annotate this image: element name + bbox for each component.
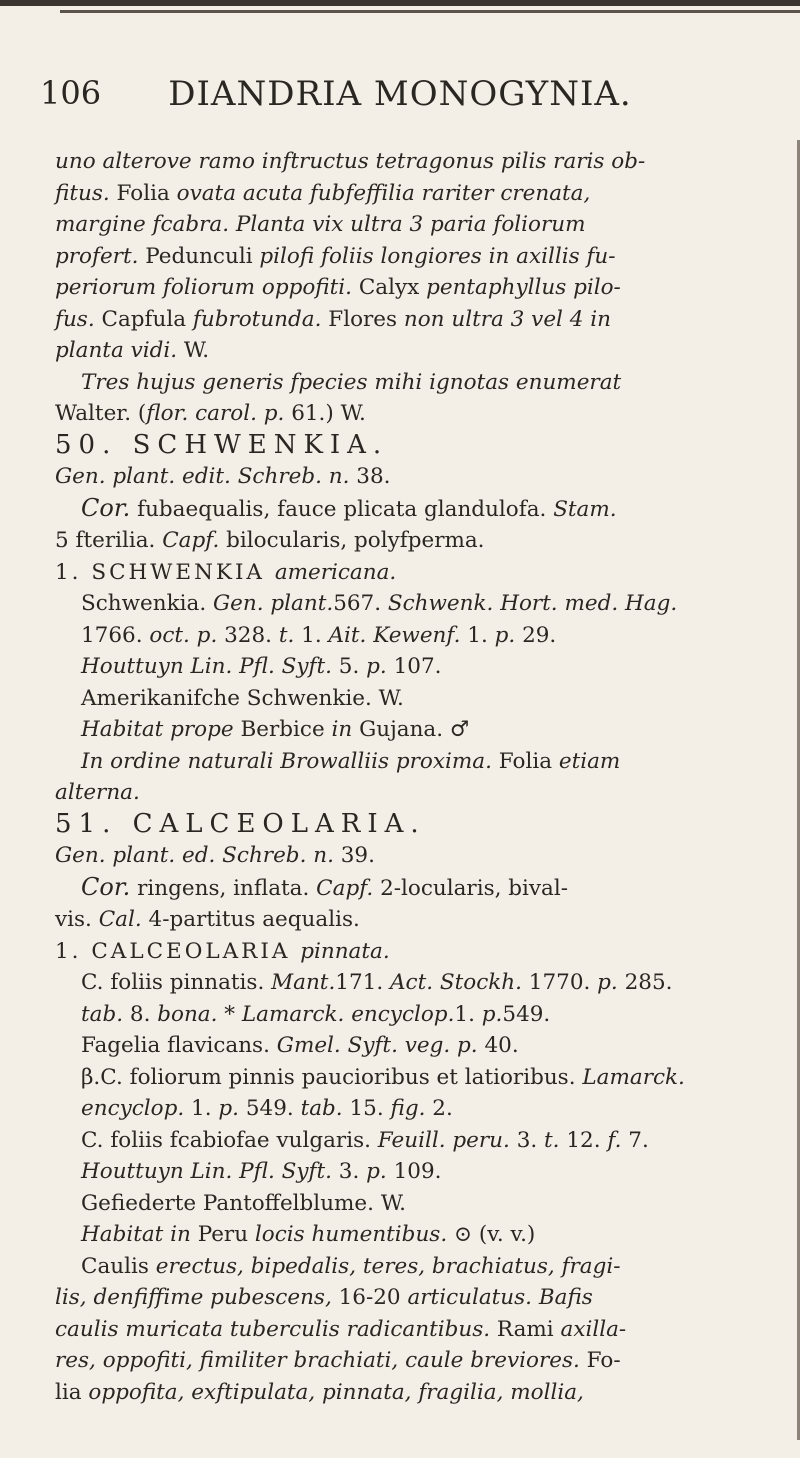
species-heading: 1. SCHWENKIA americana. bbox=[55, 559, 397, 585]
character-line: Cor. ringens, inflata. Capf. 2-locularis, bival- bbox=[81, 872, 569, 901]
top-rule bbox=[60, 10, 800, 13]
description-line: lia oppofita, exftipulata, pinnata, fragilia, mollia, bbox=[55, 1379, 584, 1405]
synonym-line: Gefiederte Pantoffelblume. W. bbox=[81, 1190, 406, 1216]
synonym-line: Amerikanifche Schwenkie. W. bbox=[81, 685, 404, 711]
note-line: alterna. bbox=[55, 780, 140, 805]
text-line: fitus. Folia ovata acuta fubfeffilia rariter crenata, bbox=[55, 180, 591, 206]
synonym-line: Schwenkia. Gen. plant.567. Schwenk. Hort. med. Hag. bbox=[81, 591, 678, 616]
synonym-line: C. foliis fcabiofae vulgaris. Feuill. peru. 3. t. 12. f. 7. bbox=[81, 1127, 649, 1153]
description-line: caulis muricata tuberculis radicantibus. Rami axilla- bbox=[55, 1316, 627, 1342]
synonym-line: tab. 8. bona. * Lamarck. encyclop.1. p.549. bbox=[81, 1001, 551, 1027]
synonym-line: C. foliis pinnatis. Mant.171. Act. Stockh. 1770. p. 285. bbox=[81, 970, 673, 995]
text-line: periorum foliorum oppofiti. Calyx pentaphyllus pilo- bbox=[55, 275, 621, 300]
text-line: Walter. (flor. carol. p. 61.) W. bbox=[55, 401, 366, 426]
text-line: fus. Capfula fubrotunda. Flores non ultra 3 vel 4 in bbox=[55, 306, 611, 332]
synonym-line: Fagelia flavicans. Gmel. Syft. veg. p. 40. bbox=[81, 1033, 519, 1058]
page-body bbox=[55, 146, 773, 1408]
synonym-line: Houttuyn Lin. Pfl. Syft. 3. p. 109. bbox=[81, 1159, 442, 1184]
note-line: In ordine naturali Browalliis proxima. Folia etiam bbox=[81, 748, 621, 774]
top-border bbox=[0, 0, 800, 6]
page-header bbox=[40, 74, 760, 118]
character-line: vis. Cal. 4-partitus aequalis. bbox=[55, 907, 360, 932]
genus-heading-schwenkia: 50. SCHWENKIA. bbox=[55, 429, 389, 460]
genus-heading-calceolaria: 51. CALCEOLARIA. bbox=[55, 808, 426, 839]
page-number: 106 bbox=[40, 74, 102, 112]
description-line: Caulis erectus, bipedalis, teres, brachiatus, fragi- bbox=[81, 1253, 621, 1279]
genus-reference: Gen. plant. edit. Schreb. n. 38. bbox=[55, 464, 391, 489]
synonym-line: Houttuyn Lin. Pfl. Syft. 5. p. 107. bbox=[81, 654, 442, 679]
description-line: res, oppofiti, fimiliter brachiati, caule breviores. Fo- bbox=[55, 1348, 621, 1373]
text-line: margine fcabra. Planta vix ultra 3 paria foliorum bbox=[55, 212, 586, 237]
text-line: uno alterove ramo inftructus tetragonus pilis raris ob- bbox=[55, 149, 646, 174]
variety-line: β.C. foliorum pinnis paucioribus et latioribus. Lamarck. bbox=[81, 1064, 685, 1090]
description-line: lis, denfiffime pubescens, 16-20 articulatus. Bafis bbox=[55, 1285, 593, 1310]
character-line: 5 fterilia. Capf. bilocularis, polyfperma. bbox=[55, 528, 485, 553]
habitat-line: Habitat in Peru locis humentibus. ⊙ (v. v.) bbox=[81, 1222, 536, 1247]
genus-reference: Gen. plant. ed. Schreb. n. 39. bbox=[55, 843, 375, 868]
character-line: Cor. fubaequalis, fauce plicata glandulofa. Stam. bbox=[81, 493, 617, 522]
species-heading: 1. CALCEOLARIA pinnata. bbox=[55, 938, 390, 964]
text-line: planta vidi. W. bbox=[55, 338, 210, 363]
variety-line: encyclop. 1. p. 549. tab. 15. fig. 2. bbox=[81, 1096, 453, 1121]
synonym-line: 1766. oct. p. 328. t. 1. Ait. Kewenf. 1. p. 29. bbox=[81, 622, 557, 648]
running-head: DIANDRIA MONOGYNIA. bbox=[168, 74, 632, 114]
text-line: Tres hujus generis fpecies mihi ignotas enumerat bbox=[81, 369, 622, 395]
text-line: profert. Pedunculi pilofi foliis longiores in axillis fu- bbox=[55, 243, 616, 269]
habitat-line: Habitat prope Berbice in Gujana. ♂ bbox=[81, 717, 470, 742]
